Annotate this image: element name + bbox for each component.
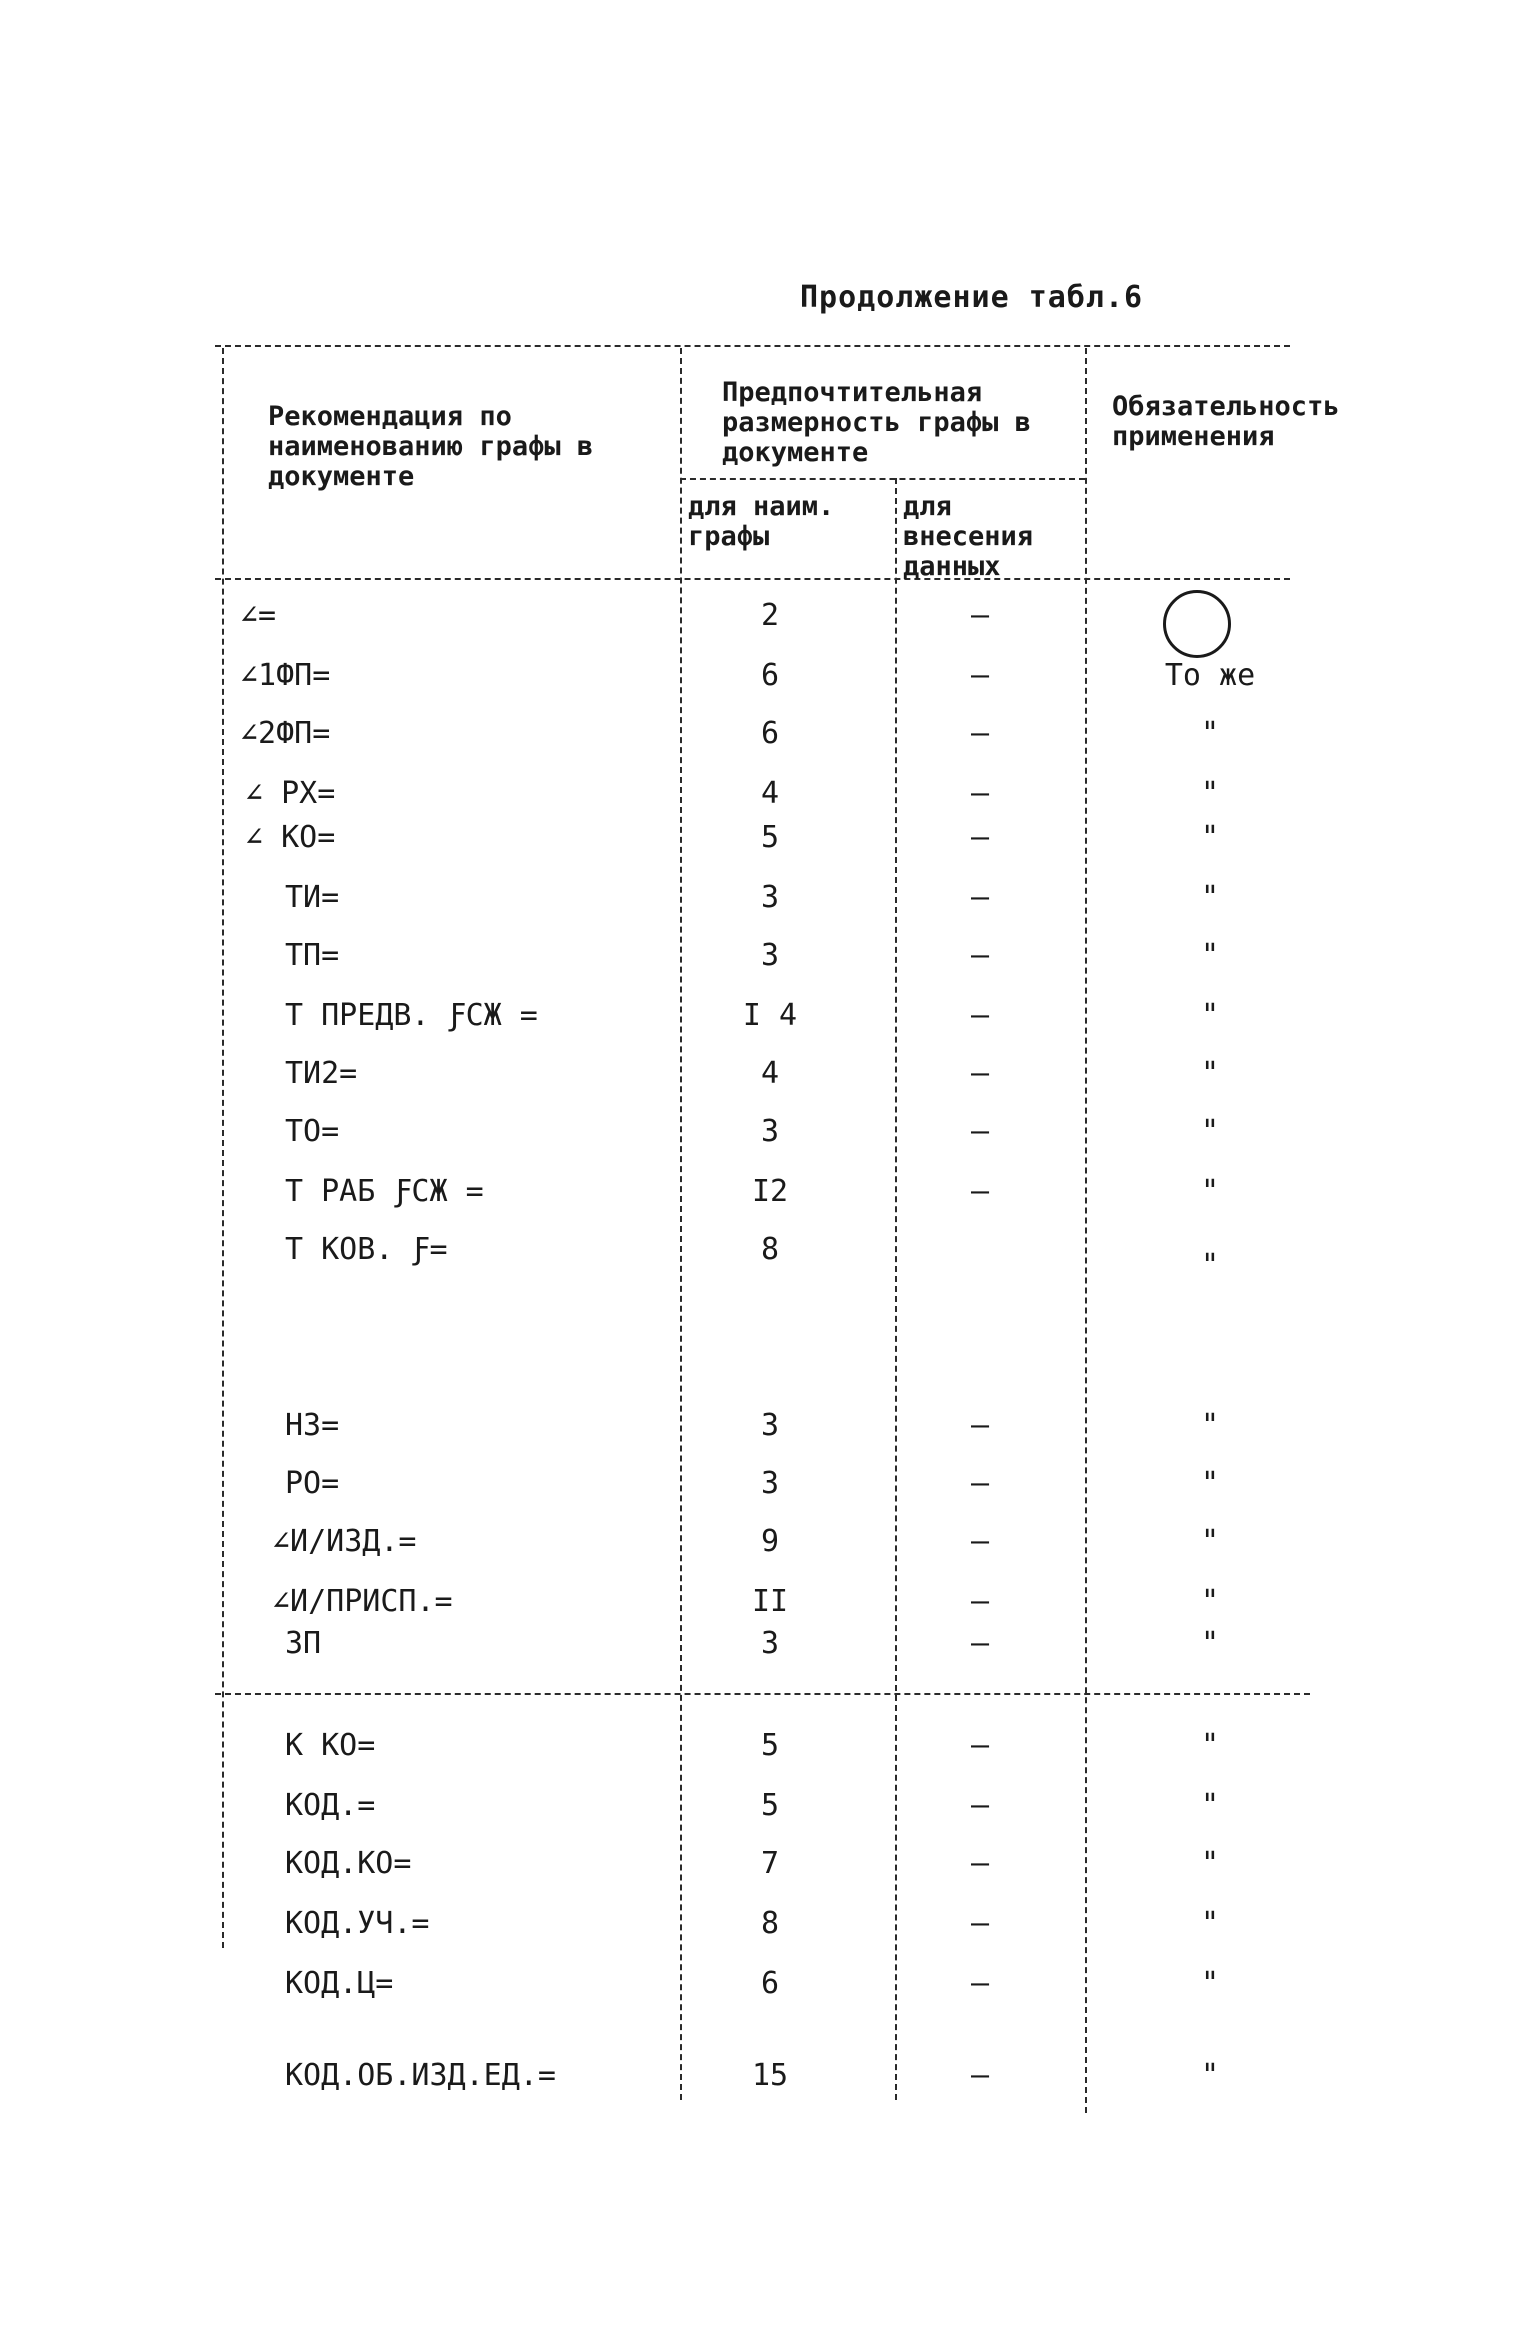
- row-name: ∠ КО=: [245, 820, 336, 855]
- header-col-size-data: для внесения данных: [903, 491, 1034, 582]
- row-data: –: [970, 1584, 990, 1619]
- row-size: 2: [760, 598, 780, 633]
- row-data: –: [970, 998, 990, 1033]
- row-size: 3: [760, 880, 780, 915]
- row-size: 3: [760, 938, 780, 973]
- row-name: Т КОВ. Ƒ=: [285, 1232, 448, 1267]
- header-col-size-name: для наим. графы: [688, 491, 835, 552]
- row-size: 15: [751, 2058, 789, 2093]
- row-name: ∠ РХ=: [245, 776, 336, 811]
- header-bottom-border: [215, 578, 1290, 580]
- row-mandatory: ": [1200, 1584, 1220, 1619]
- row-mandatory: ": [1200, 1626, 1220, 1661]
- header-col-name: Рекомендация по наименованию графы в документе: [268, 401, 594, 492]
- row-data: –: [970, 1846, 990, 1881]
- row-data: –: [970, 598, 990, 633]
- row-name: ЗП: [285, 1626, 322, 1661]
- row-size: 3: [760, 1466, 780, 1501]
- row-data: –: [970, 1728, 990, 1763]
- row-size: 4: [760, 1056, 780, 1091]
- row-mandatory: ": [1200, 880, 1220, 915]
- row-size: I2: [751, 1174, 789, 1209]
- row-data: –: [970, 938, 990, 973]
- row-name: ТИ=: [285, 880, 340, 915]
- row-data: –: [970, 1466, 990, 1501]
- row-data: –: [970, 1626, 990, 1661]
- row-size: II: [751, 1584, 789, 1619]
- row-data: –: [970, 1174, 990, 1209]
- row-name: ТП=: [285, 938, 340, 973]
- section-divider: [215, 1693, 1310, 1695]
- row-name: ТИ2=: [285, 1056, 358, 1091]
- row-data: –: [970, 776, 990, 811]
- row-data: –: [970, 880, 990, 915]
- row-size: 3: [760, 1114, 780, 1149]
- row-data: –: [970, 820, 990, 855]
- col-line-3: [1085, 348, 1087, 2113]
- row-name: КОД.УЧ.=: [285, 1906, 430, 1941]
- row-name: ∠1ФП=: [240, 658, 331, 693]
- row-name: ∠=: [240, 598, 277, 633]
- table-top-border: [215, 345, 1290, 347]
- col-line-left: [222, 348, 224, 1948]
- circle-mark: [1163, 590, 1231, 658]
- row-name: КОД.=: [285, 1788, 376, 1823]
- row-size: 6: [760, 1966, 780, 2001]
- table-caption: Продолжение табл.6: [800, 280, 1144, 315]
- row-size: 6: [760, 658, 780, 693]
- row-name: ∠2ФП=: [240, 716, 331, 751]
- header-col-mandatory: Обязательность применения: [1112, 391, 1340, 452]
- row-data: –: [970, 716, 990, 751]
- row-name: К КО=: [285, 1728, 376, 1763]
- row-size: 4: [760, 776, 780, 811]
- row-mandatory: ": [1200, 1114, 1220, 1149]
- row-name: КОД.Ц=: [285, 1966, 394, 2001]
- row-name: ∠И/ПРИСП.=: [272, 1584, 453, 1619]
- row-name: КОД.КО=: [285, 1846, 412, 1881]
- row-name: ТО=: [285, 1114, 340, 1149]
- row-mandatory: ": [1200, 998, 1220, 1033]
- row-mandatory: ": [1200, 1524, 1220, 1559]
- subheader-divider: [680, 478, 1085, 480]
- row-size: 5: [760, 1728, 780, 1763]
- row-name: КОД.ОБ.ИЗД.ЕД.=: [285, 2058, 556, 2093]
- row-size: 8: [760, 1906, 780, 1941]
- row-data: –: [970, 1408, 990, 1443]
- row-mandatory: ": [1200, 1174, 1220, 1209]
- row-size: 7: [760, 1846, 780, 1881]
- row-mandatory: ": [1200, 1728, 1220, 1763]
- row-mandatory: ": [1200, 2058, 1220, 2093]
- row-mandatory: ": [1200, 1056, 1220, 1091]
- row-mandatory: ": [1200, 776, 1220, 811]
- row-mandatory: ": [1200, 1846, 1220, 1881]
- row-size: 8: [760, 1232, 780, 1267]
- row-mandatory: ": [1200, 1248, 1220, 1283]
- row-mandatory: ": [1200, 716, 1220, 751]
- row-name: ∠И/ИЗД.=: [272, 1524, 417, 1559]
- row-mandatory: ": [1200, 938, 1220, 973]
- row-data: –: [970, 1056, 990, 1091]
- row-mandatory: ": [1200, 1966, 1220, 2001]
- row-size: 3: [760, 1408, 780, 1443]
- row-mandatory: ": [1200, 1788, 1220, 1823]
- row-mandatory: ": [1200, 1906, 1220, 1941]
- row-size: 5: [760, 1788, 780, 1823]
- row-data: –: [970, 658, 990, 693]
- row-mandatory: ": [1200, 820, 1220, 855]
- row-data: –: [970, 2058, 990, 2093]
- row-mandatory: То же: [1164, 658, 1256, 693]
- row-name: НЗ=: [285, 1408, 340, 1443]
- row-name: Т РАБ ƑСЖ =: [285, 1174, 484, 1209]
- row-data: –: [970, 1788, 990, 1823]
- row-data: –: [970, 1966, 990, 2001]
- header-col-size: Предпочтительная размерность графы в документе: [722, 377, 1031, 468]
- row-data: –: [970, 1906, 990, 1941]
- row-mandatory: ": [1200, 1466, 1220, 1501]
- col-line-1: [680, 348, 682, 2100]
- row-data: –: [970, 1114, 990, 1149]
- row-name: Т ПРЕДВ. ƑСЖ =: [285, 998, 538, 1033]
- row-data: –: [970, 1524, 990, 1559]
- row-size: 5: [760, 820, 780, 855]
- row-size: 9: [760, 1524, 780, 1559]
- row-size: I 4: [742, 998, 798, 1033]
- row-size: 3: [760, 1626, 780, 1661]
- col-line-2: [895, 478, 897, 2100]
- row-mandatory: ": [1200, 1408, 1220, 1443]
- row-name: РО=: [285, 1466, 340, 1501]
- row-size: 6: [760, 716, 780, 751]
